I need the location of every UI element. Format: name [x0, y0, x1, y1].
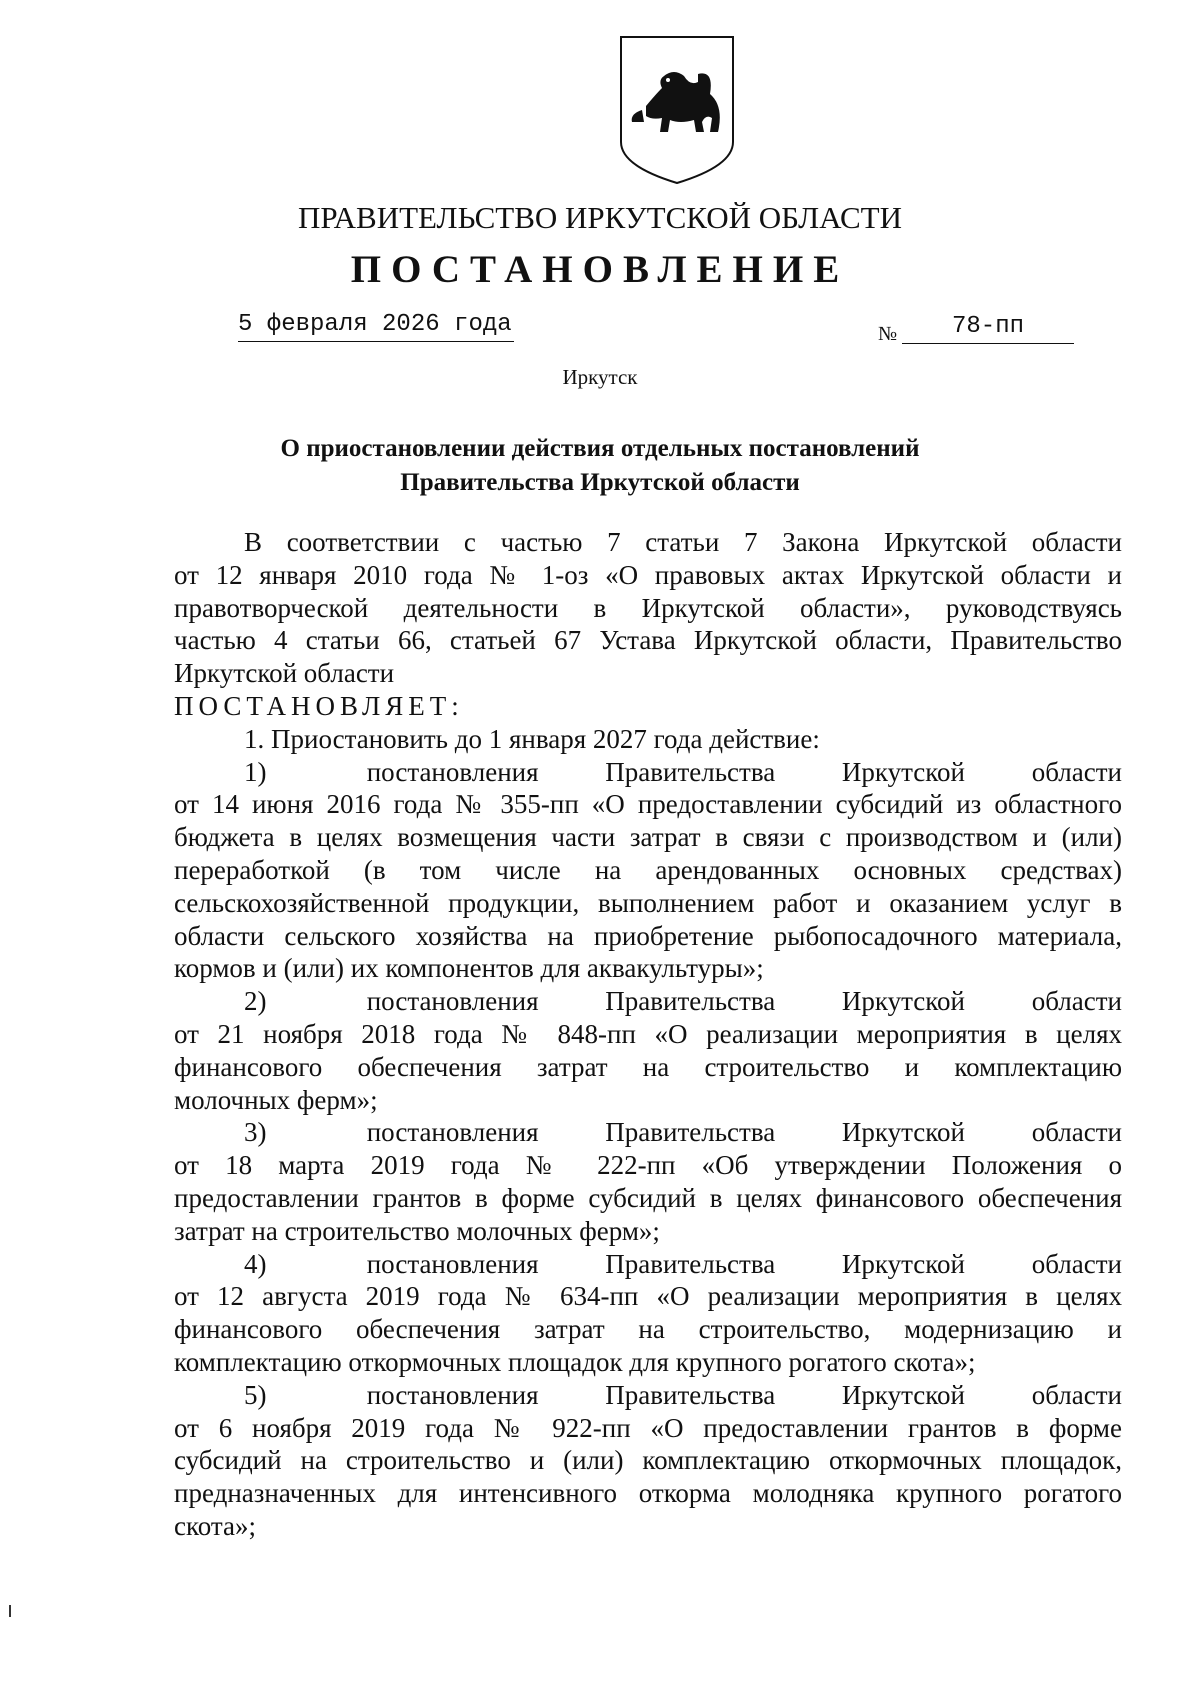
item-line: молочных ферм»; [174, 1084, 378, 1115]
item-word: Иркутской [841, 1248, 965, 1279]
item-line: от 21 ноября 2018 года № 848-пп «О реализации мероприятия в целях [174, 1018, 1122, 1049]
item-word: Правительства [605, 1248, 776, 1279]
item-word: Правительства [605, 1379, 776, 1410]
item-line: сельскохозяйственной продукции, выполнением работ и оказанием услуг в [174, 887, 1122, 918]
heading-line: О приостановлении действия отдельных постановлений [280, 435, 920, 462]
document-body [174, 526, 1122, 1543]
point-1: 1. Приостановить до 1 января 2027 года действие: [244, 723, 820, 754]
item-line: предоставлении грантов в форме субсидий в целях финансового обеспечения [174, 1182, 1122, 1213]
government-name: ПРАВИТЕЛЬСТВО ИРКУТСКОЙ ОБЛАСТИ [297, 200, 902, 235]
item-number: 1) [244, 756, 267, 787]
item-head [174, 1379, 1122, 1412]
item-word: постановления [366, 1248, 539, 1279]
item-line: предназначенных для интенсивного откорма молодняка крупного рогатого [174, 1478, 1122, 1509]
item-head [174, 756, 1122, 789]
document-number: 78-пп [902, 313, 1074, 344]
item-word: постановления [366, 756, 539, 787]
babr-shield-icon [618, 34, 736, 186]
item-head [174, 985, 1122, 1018]
item-line: затрат на строительство молочных ферм»; [174, 1215, 660, 1246]
item-word: постановления [366, 1117, 539, 1148]
item-line: комплектацию откормочных площадок для крупного рогатого скота»; [174, 1346, 976, 1377]
item-word: Правительства [605, 986, 776, 1017]
item-number: 4) [244, 1248, 267, 1279]
item-line: субсидий на строительство и (или) комплектацию откормочных площадок, [174, 1445, 1122, 1476]
item-number: 5) [244, 1379, 267, 1410]
document-city: Иркутск [562, 365, 638, 389]
item-line: области сельского хозяйства на приобретение рыбопосадочного материала, [174, 920, 1122, 951]
item-line: от 14 июня 2016 года № 355-пп «О предоставлении субсидий из областного [174, 789, 1122, 820]
item-word: Иркутской [841, 756, 965, 787]
item-line: от 12 августа 2019 года № 634-пп «О реализации мероприятия в целях [174, 1281, 1122, 1312]
item-word: постановления [366, 986, 539, 1017]
item-number: 3) [244, 1117, 267, 1148]
item-line: кормов и (или) их компонентов для аквакультуры»; [174, 953, 764, 984]
item-number: 2) [244, 986, 267, 1017]
margin-mark [9, 1605, 11, 1617]
item-head [174, 1116, 1122, 1149]
item-line: от 18 марта 2019 года № 222-пп «Об утверждении Положения о [174, 1150, 1122, 1181]
number-sign: № [878, 323, 898, 345]
item-word: постановления [366, 1379, 539, 1410]
item-line: переработкой (в том числе на арендованных основных средствах) [174, 854, 1122, 885]
document-date: 5 февраля 2026 года [238, 311, 514, 342]
preamble-line: Иркутской области [174, 658, 395, 689]
preamble-line: В соответствии с частью 7 статьи 7 Закона Иркутской области [244, 527, 1122, 557]
document-heading [0, 432, 1200, 500]
item-word: области [1031, 1117, 1122, 1148]
item-word: области [1031, 756, 1122, 787]
document-type: ПОСТАНОВЛЕНИЕ [350, 248, 850, 291]
item-word: области [1031, 1379, 1122, 1410]
item-head [174, 1248, 1122, 1281]
item-line: от 6 ноября 2019 года № 922-пп «О предоставлении грантов в форме [174, 1412, 1122, 1443]
item-word: области [1031, 1248, 1122, 1279]
heading-line: Правительства Иркутской области [400, 469, 800, 496]
item-line: финансового обеспечения затрат на строительство и комплектацию [174, 1051, 1122, 1082]
item-word: Иркутской [841, 1117, 965, 1148]
item-word: Иркутской [841, 986, 965, 1017]
preamble-line: частью 4 статьи 66, статьей 67 Устава Иркутской области, Правительство [174, 625, 1122, 656]
preamble-line: правотворческой деятельности в Иркутской области», руководствуясь [174, 592, 1122, 623]
preamble-line: от 12 января 2010 года № 1-оз «О правовых актах Иркутской области и [174, 559, 1122, 590]
coat-of-arms-emblem [618, 34, 736, 186]
item-word: Правительства [605, 1117, 776, 1148]
item-line: финансового обеспечения затрат на строительство, модернизацию и [174, 1314, 1122, 1345]
resolves-word: ПОСТАНОВЛЯЕТ: [174, 690, 464, 721]
item-word: области [1031, 986, 1122, 1017]
item-word: Иркутской [841, 1379, 965, 1410]
item-word: Правительства [605, 756, 776, 787]
item-line: бюджета в целях возмещения части затрат в связи с производством и (или) [174, 822, 1122, 853]
item-line: скота»; [174, 1510, 256, 1541]
